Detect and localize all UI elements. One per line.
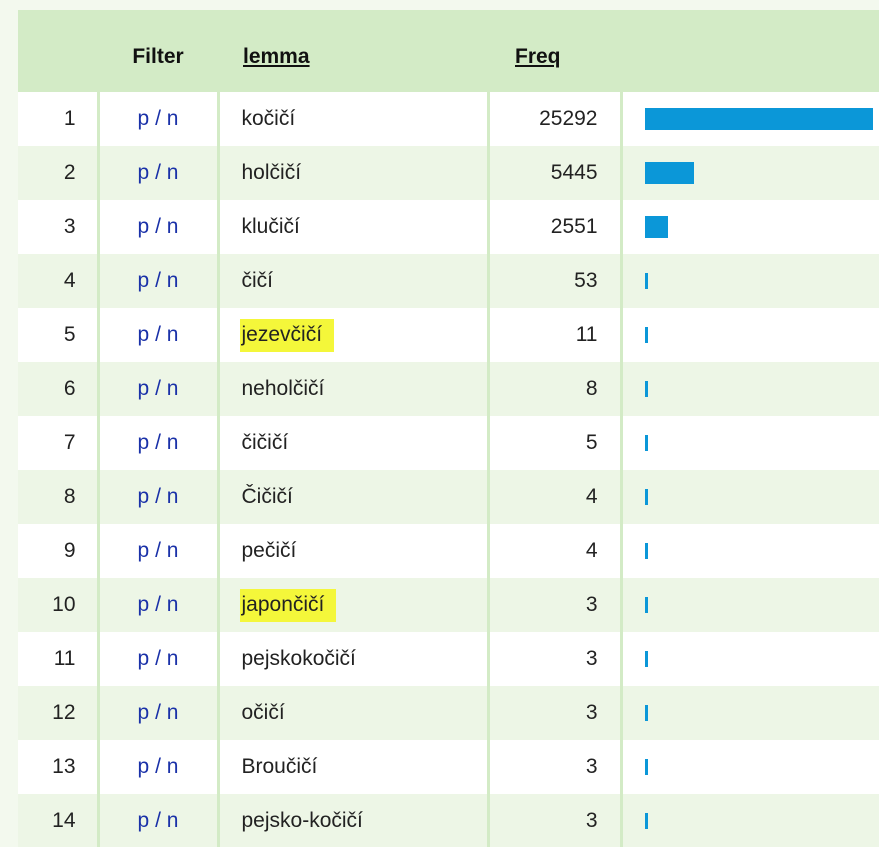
freq-bar (645, 651, 648, 667)
filter-positive-link[interactable]: p (137, 107, 150, 130)
freq-bar (645, 813, 648, 829)
freq-value: 4 (488, 470, 621, 524)
freq-bar (645, 435, 648, 451)
filter-negative-link[interactable]: n (166, 161, 179, 184)
filter-cell (98, 254, 218, 308)
row-number: 1 (63, 107, 76, 130)
freq-value: 8 (488, 362, 621, 416)
lemma-cell (218, 254, 488, 308)
filter-cell (98, 524, 218, 578)
filter-cell (98, 470, 218, 524)
freq-value: 5445 (488, 146, 621, 200)
freq-value: 3 (488, 740, 621, 794)
frequency-table-panel (18, 10, 879, 847)
sort-by-lemma-link[interactable]: lemma (243, 44, 310, 68)
filter-cell (98, 92, 218, 146)
filter-negative-link[interactable]: n (166, 755, 179, 778)
filter-separator: / (149, 701, 167, 724)
freq-bar (645, 273, 648, 289)
filter-positive-link[interactable]: p (137, 323, 150, 346)
table-row (18, 470, 879, 524)
filter-negative-link[interactable]: n (166, 539, 179, 562)
freq-value: 25292 (488, 92, 621, 146)
header-filter: Filter (132, 44, 184, 68)
frequency-table (18, 10, 879, 847)
filter-negative-link[interactable]: n (166, 107, 179, 130)
freq-value: 3 (488, 578, 621, 632)
table-row (18, 308, 879, 362)
freq-bar-cell (621, 200, 879, 254)
filter-positive-link[interactable]: p (137, 647, 150, 670)
lemma-text[interactable]: kočičí (241, 107, 296, 130)
lemma-cell (218, 200, 488, 254)
filter-negative-link[interactable]: n (166, 323, 179, 346)
filter-positive-link[interactable]: p (137, 377, 150, 400)
filter-separator: / (149, 323, 167, 346)
row-number: 10 (52, 593, 76, 616)
row-number: 7 (63, 431, 76, 454)
filter-positive-link[interactable]: p (137, 539, 150, 562)
filter-separator: / (149, 269, 167, 292)
filter-negative-link[interactable]: n (166, 269, 179, 292)
freq-bar (645, 162, 694, 184)
filter-cell (98, 308, 218, 362)
lemma-cell (218, 686, 488, 740)
filter-separator: / (149, 107, 167, 130)
freq-bar-cell (621, 470, 879, 524)
lemma-text[interactable]: klučičí (241, 215, 300, 238)
lemma-text[interactable]: očičí (241, 701, 285, 724)
filter-positive-link[interactable]: p (137, 593, 150, 616)
lemma-cell (218, 308, 488, 362)
table-header-row (18, 10, 879, 92)
filter-positive-link[interactable]: p (137, 269, 150, 292)
freq-value: 2551 (488, 200, 621, 254)
freq-bar-cell (621, 92, 879, 146)
lemma-text[interactable]: čičičí (241, 431, 289, 454)
table-row (18, 740, 879, 794)
row-number: 5 (63, 323, 76, 346)
filter-positive-link[interactable]: p (137, 755, 150, 778)
freq-value: 4 (488, 524, 621, 578)
freq-value: 3 (488, 686, 621, 740)
table-row (18, 416, 879, 470)
table-row (18, 632, 879, 686)
row-number: 2 (63, 161, 76, 184)
freq-bar (645, 108, 873, 130)
lemma-cell (218, 470, 488, 524)
filter-negative-link[interactable]: n (166, 215, 179, 238)
table-row (18, 200, 879, 254)
row-number: 6 (63, 377, 76, 400)
filter-positive-link[interactable]: p (137, 161, 150, 184)
filter-separator: / (149, 539, 167, 562)
filter-separator: / (149, 755, 167, 778)
table-row (18, 578, 879, 632)
filter-positive-link[interactable]: p (137, 809, 150, 832)
lemma-cell (218, 740, 488, 794)
freq-bar-cell (621, 794, 879, 847)
filter-negative-link[interactable]: n (166, 701, 179, 724)
freq-bar (645, 543, 648, 559)
filter-cell (98, 416, 218, 470)
freq-bar-cell (621, 740, 879, 794)
filter-cell (98, 578, 218, 632)
freq-value: 11 (488, 308, 621, 362)
freq-value: 53 (488, 254, 621, 308)
lemma-cell (218, 416, 488, 470)
sort-by-freq-link[interactable]: Freq (515, 44, 561, 68)
lemma-cell (218, 578, 488, 632)
filter-separator: / (149, 377, 167, 400)
row-number: 14 (52, 809, 76, 832)
freq-bar (645, 327, 648, 343)
filter-separator: / (149, 161, 167, 184)
header-bar (621, 10, 879, 92)
filter-negative-link[interactable]: n (166, 809, 179, 832)
table-row (18, 794, 879, 847)
freq-bar-cell (621, 578, 879, 632)
freq-bar-cell (621, 686, 879, 740)
filter-positive-link[interactable]: p (137, 431, 150, 454)
freq-bar (645, 597, 648, 613)
lemma-text[interactable]: jezevčičí (240, 319, 335, 352)
filter-cell (98, 794, 218, 847)
table-row (18, 362, 879, 416)
lemma-text[interactable]: Čičičí (241, 485, 293, 508)
filter-negative-link[interactable]: n (166, 377, 179, 400)
row-number: 4 (63, 269, 76, 292)
freq-bar (645, 759, 648, 775)
filter-separator: / (149, 809, 167, 832)
lemma-cell (218, 146, 488, 200)
filter-negative-link[interactable]: n (166, 431, 179, 454)
lemma-cell (218, 524, 488, 578)
filter-negative-link[interactable]: n (166, 647, 179, 670)
freq-bar (645, 216, 668, 238)
filter-negative-link[interactable]: n (166, 485, 179, 508)
row-number: 12 (52, 701, 76, 724)
filter-separator: / (149, 485, 167, 508)
filter-separator: / (149, 431, 167, 454)
row-number: 8 (63, 485, 76, 508)
filter-cell (98, 362, 218, 416)
filter-positive-link[interactable]: p (137, 215, 150, 238)
lemma-text[interactable]: Broučičí (241, 755, 318, 778)
filter-cell (98, 740, 218, 794)
table-body (18, 92, 879, 847)
freq-bar-cell (621, 146, 879, 200)
lemma-text[interactable]: čičí (241, 269, 273, 292)
lemma-text[interactable]: pečičí (241, 539, 297, 562)
row-number: 3 (63, 215, 76, 238)
table-row (18, 524, 879, 578)
freq-bar (645, 489, 648, 505)
table-row (18, 92, 879, 146)
freq-bar-cell (621, 524, 879, 578)
table-row (18, 686, 879, 740)
lemma-text[interactable]: japončičí (240, 589, 337, 622)
freq-bar-cell (621, 254, 879, 308)
freq-value: 3 (488, 632, 621, 686)
freq-bar-cell (621, 362, 879, 416)
filter-cell (98, 146, 218, 200)
freq-bar (645, 705, 648, 721)
table-row (18, 146, 879, 200)
lemma-cell (218, 92, 488, 146)
filter-separator: / (149, 647, 167, 670)
row-number: 11 (53, 647, 76, 670)
filter-cell (98, 686, 218, 740)
lemma-cell (218, 362, 488, 416)
freq-bar-cell (621, 416, 879, 470)
lemma-cell (218, 794, 488, 847)
lemma-text[interactable]: neholčičí (241, 377, 325, 400)
filter-positive-link[interactable]: p (137, 485, 150, 508)
lemma-text[interactable]: pejsko-kočičí (241, 809, 363, 832)
freq-bar-cell (621, 632, 879, 686)
filter-negative-link[interactable]: n (166, 593, 179, 616)
freq-value: 3 (488, 794, 621, 847)
filter-cell (98, 632, 218, 686)
filter-separator: / (149, 215, 167, 238)
row-number: 13 (52, 755, 76, 778)
lemma-cell (218, 632, 488, 686)
header-num (18, 10, 98, 92)
freq-bar-cell (621, 308, 879, 362)
row-number: 9 (63, 539, 76, 562)
table-row (18, 254, 879, 308)
lemma-text[interactable]: holčičí (241, 161, 302, 184)
freq-bar (645, 381, 648, 397)
freq-value: 5 (488, 416, 621, 470)
filter-positive-link[interactable]: p (137, 701, 150, 724)
filter-cell (98, 200, 218, 254)
lemma-text[interactable]: pejskokočičí (241, 647, 356, 670)
filter-separator: / (149, 593, 167, 616)
